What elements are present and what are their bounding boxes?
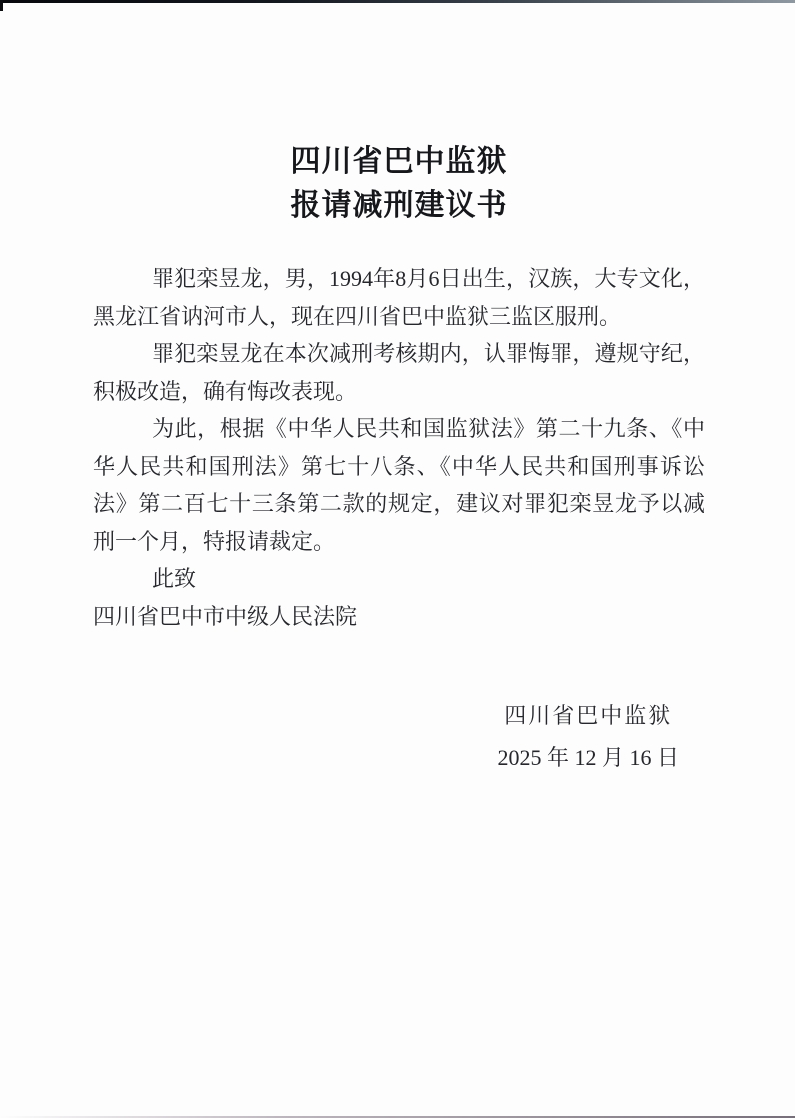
closing-salutation: 此致: [152, 566, 197, 591]
document-title: [93, 140, 705, 228]
recipient-court: 四川省巴中市中级人民法院: [93, 603, 358, 629]
title-line-2: 报请减刑建议书: [290, 189, 508, 222]
document-body: [93, 260, 705, 635]
scan-edge-top: [0, 0, 795, 3]
paragraph-legal-basis: 为此，根据《中华人民共和国监狱法》第二十九条、《中华人民共和国刑法》第七十八条、《中华人民共和国刑事诉讼法》第二百七十三条第二款的规定，建议对罪犯栾昱龙予以减刑一个月，特报请裁定。: [93, 416, 705, 554]
signature-date: 2025 年 12 月 16 日: [497, 745, 679, 770]
signature-organization: 四川省巴中监狱: [504, 703, 673, 728]
title-line-1: 四川省巴中监狱: [290, 145, 508, 178]
signature-block: [497, 695, 679, 779]
paragraph-subject-info: 罪犯栾昱龙，男，1994年8月6日出生，汉族，大专文化，黑龙江省讷河市人，现在四川省巴中监狱三监区服刑。: [93, 266, 705, 329]
paragraph-assessment: 罪犯栾昱龙在本次减刑考核期内，认罪悔罪，遵规守纪，积极改造，确有悔改表现。: [93, 341, 705, 404]
document-content: [93, 140, 705, 779]
scan-corner-left: [0, 0, 3, 11]
